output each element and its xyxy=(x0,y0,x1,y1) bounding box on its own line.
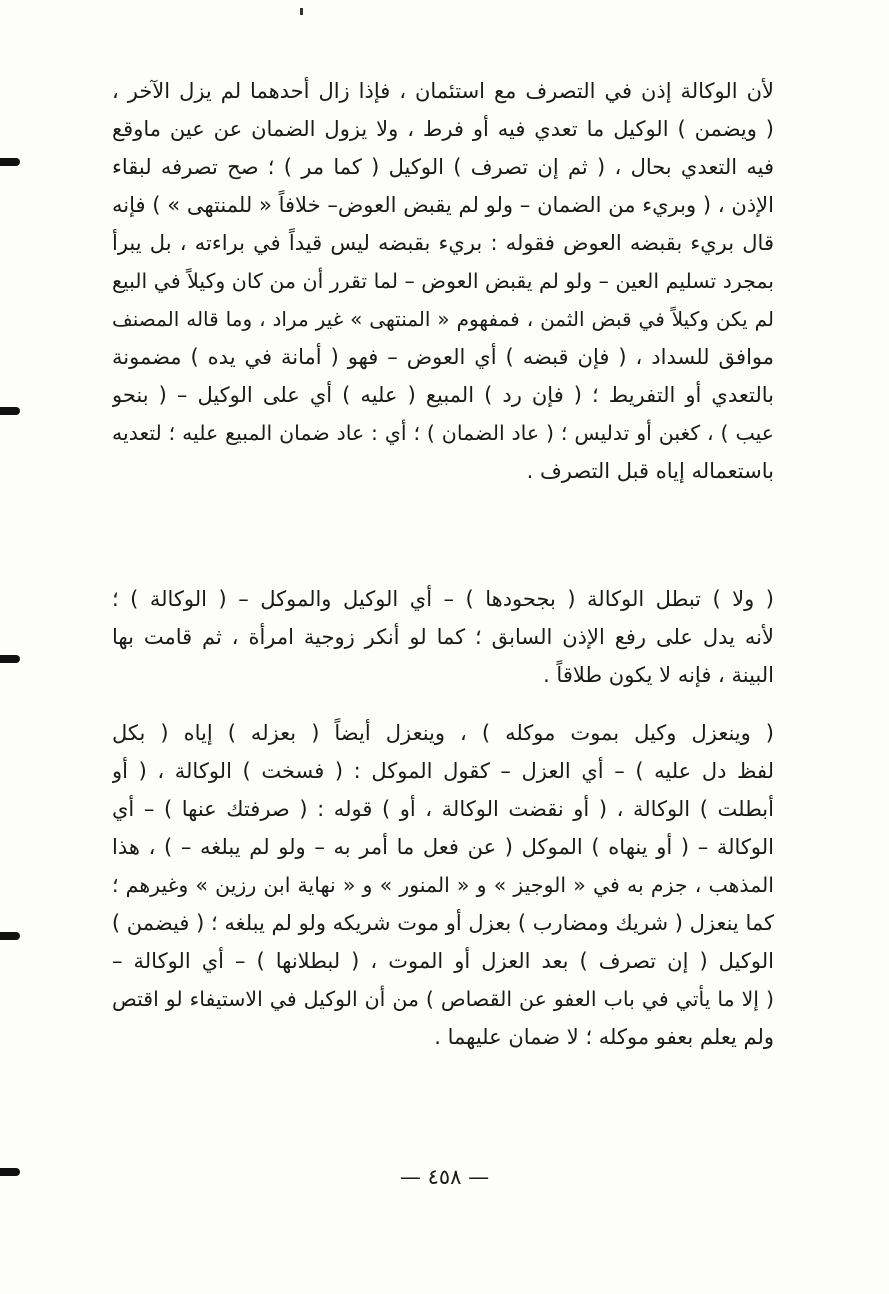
text-line: ( ويضمن ) الوكيل ما تعدي فيه أو فرط ، ولا يزول الضمان عن عين ماوقع xyxy=(112,117,774,141)
text-line: باستعماله إياه قبل التصرف . xyxy=(526,459,774,483)
scan-speck xyxy=(300,8,303,15)
text-line: لفظ دل عليه ) – أي العزل – كقول الموكل : ( فسخت ) الوكالة ، ( أو xyxy=(112,759,774,783)
text-line: ( إلا ما يأتي في باب العفو عن القصاص ) من أن الوكيل في الاستيفاء لو اقتص xyxy=(112,987,774,1011)
text-line: ولم يعلم بعفو موكله ؛ لا ضمان عليهما . xyxy=(434,1025,774,1049)
text-line: المذهب ، جزم به في « الوجيز » و « المنور » و « نهاية ابن رزين » وغيرهم ؛ xyxy=(112,873,774,897)
text-line: الإذن ، ( وبريء من الضمان – ولو لم يقبض العوض– خلافاً « للمنتهى » ) فإنه xyxy=(112,193,774,217)
text-line: بالتعدي أو التفريط ؛ ( فإن رد ) المبيع ( عليه ) أي على الوكيل – ( بنحو xyxy=(112,383,774,407)
text-line: ( وينعزل وكيل بموت موكله ) ، وينعزل أيضاً ( بعزله ) إياه ( بكل xyxy=(112,721,774,745)
text-line: قال بريء بقبضه العوض فقوله : بريء بقبضه ليس قيداً في براءته ، بل يبرأ xyxy=(112,231,774,255)
text-line: بمجرد تسليم العين – ولو لم يقبض العوض – لما تقرر أن من كان وكيلاً في البيع xyxy=(112,269,774,293)
text-line: كما ينعزل ( شريك ومضارب ) بعزل أو موت شريكه ولو لم يبلغه ؛ ( فيضمن ) xyxy=(112,911,774,935)
binding-mark xyxy=(0,655,20,663)
text-line: أبطلت ) الوكالة ، ( أو نقضت الوكالة ، أو ) قوله : ( صرفتك عنها ) – أي xyxy=(112,797,774,821)
text-line: الوكالة – ( أو ينهاه ) الموكل ( عن فعل ما أمر به – ولو لم يبلغه – ) ، هذا xyxy=(112,835,774,859)
paragraph-2 xyxy=(112,580,774,694)
text-line: لأن الوكالة إذن في التصرف مع استئمان ، فإذا زال أحدهما لم يزل الآخر ، xyxy=(112,79,774,103)
page-number: — ٤٥٨ — xyxy=(399,1165,490,1189)
binding-mark xyxy=(0,407,20,415)
text-line: لأنه يدل على رفع الإذن السابق ؛ كما لو أنكر زوجية امرأة ، ثم قامت بها xyxy=(112,625,774,649)
text-line: عيب ) ، كغبن أو تدليس ؛ ( عاد الضمان ) ؛ أي : عاد ضمان المبيع عليه ؛ لتعديه xyxy=(112,421,774,445)
text-line: ( ولا ) تبطل الوكالة ( بجحودها ) – أي الوكيل والموكل – ( الوكالة ) ؛ xyxy=(112,587,774,611)
text-line: الوكيل ( إن تصرف ) بعد العزل أو الموت ، ( لبطلانها ) – أي الوكالة – xyxy=(112,949,774,973)
binding-mark xyxy=(0,932,20,940)
text-line: لم يكن وكيلاً في قبض الثمن ، فمفهوم « المنتهى » غير مراد ، وما قاله المصنف xyxy=(112,307,774,331)
text-line: البينة ، فإنه لا يكون طلاقاً . xyxy=(543,663,774,687)
paragraph-3 xyxy=(112,714,774,1056)
text-line: فيه التعدي بحال ، ( ثم إن تصرف ) الوكيل ( كما مر ) ؛ صح تصرفه لبقاء xyxy=(112,155,774,179)
text-line: موافق للسداد ، ( فإن قبضه ) أي العوض – فهو ( أمانة في يده ) مضمونة xyxy=(112,345,774,369)
paragraph-1 xyxy=(112,72,774,490)
binding-mark xyxy=(0,158,20,166)
